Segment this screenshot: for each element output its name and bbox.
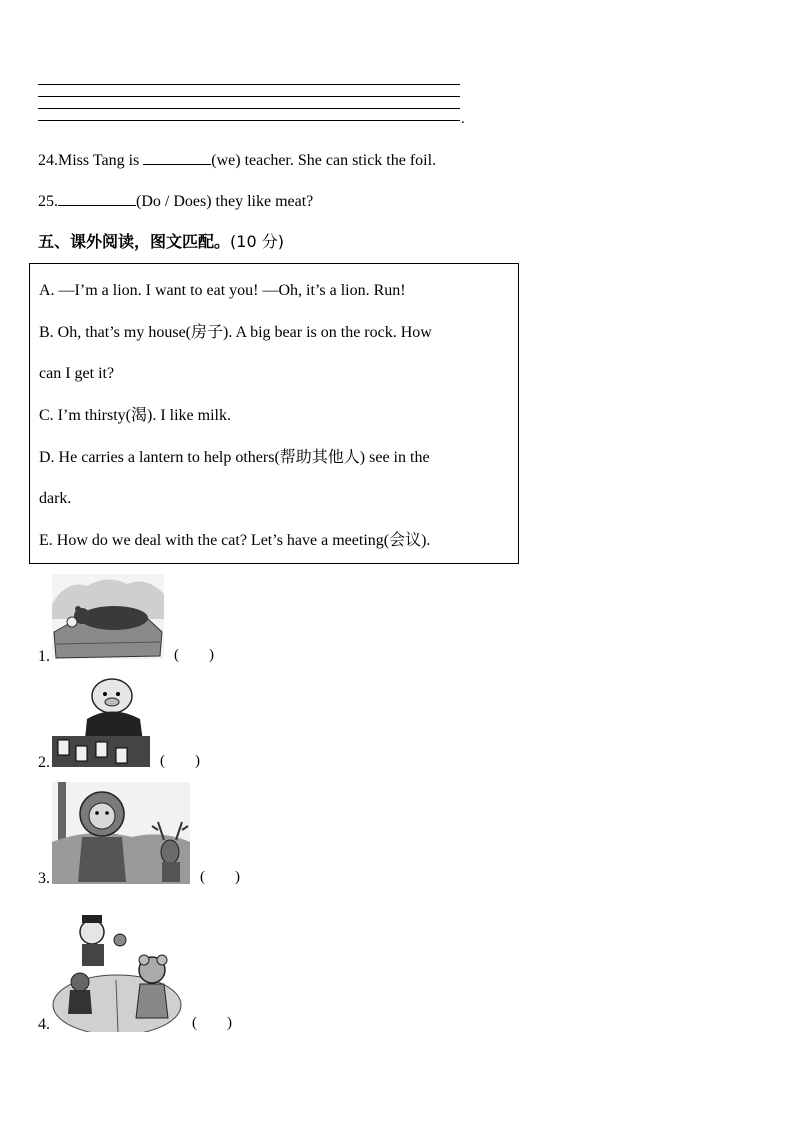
question-number: 25. xyxy=(38,193,58,210)
answer-line xyxy=(38,120,460,121)
answer-parentheses[interactable]: ( ) xyxy=(174,647,214,663)
picture-number: 1. xyxy=(38,648,50,665)
answer-line-period: . xyxy=(461,111,465,127)
answer-line xyxy=(38,96,460,97)
answer-writing-lines xyxy=(38,84,468,128)
question-hint: (we) xyxy=(211,152,241,169)
fill-in-blank[interactable] xyxy=(58,191,136,206)
option-a: A. —I’m a lion. I want to eat you! —Oh, it’s a lion. Run! xyxy=(39,282,406,299)
question-number: 24. xyxy=(38,152,58,169)
picture-number: 3. xyxy=(38,870,50,887)
section-title-text: 五、课外阅读，图文匹配。 xyxy=(38,232,231,251)
answer-parentheses[interactable]: ( ) xyxy=(200,869,240,885)
fill-in-blank[interactable] xyxy=(143,150,211,165)
section-score: (10 分) xyxy=(230,232,284,251)
question-text-after: they like meat? xyxy=(211,193,314,210)
picture-number: 4. xyxy=(38,1016,50,1033)
options-box xyxy=(29,263,519,564)
answer-parentheses[interactable]: ( ) xyxy=(192,1015,232,1031)
picture-number: 2. xyxy=(38,754,50,771)
question-hint: (Do / Does) xyxy=(136,193,212,210)
mice-meeting-picture xyxy=(52,910,182,1037)
lion-and-deer-picture xyxy=(52,782,190,889)
option-e: E. How do we deal with the cat? Let’s have a meeting(会议). xyxy=(39,532,431,549)
option-b-continued: can I get it? xyxy=(39,365,115,382)
answer-line xyxy=(38,108,460,109)
question-text-before: Miss Tang is xyxy=(58,152,144,169)
option-d-continued: dark. xyxy=(39,490,72,507)
answer-parentheses[interactable]: ( ) xyxy=(160,753,200,769)
question-text-after: teacher. She can stick the foil. xyxy=(240,152,437,169)
section-title xyxy=(38,232,284,252)
option-d: D. He carries a lantern to help others(帮助其他人) see in the xyxy=(39,449,430,466)
question-25 xyxy=(38,191,313,212)
bear-on-rock-picture xyxy=(52,574,164,664)
answer-line xyxy=(38,84,460,85)
pig-with-milk-cups-picture xyxy=(52,674,150,772)
option-b: B. Oh, that’s my house(房子). A big bear is on the rock. How xyxy=(39,324,432,341)
option-c: C. I’m thirsty(渴). I like milk. xyxy=(39,407,231,424)
question-24 xyxy=(38,150,436,171)
